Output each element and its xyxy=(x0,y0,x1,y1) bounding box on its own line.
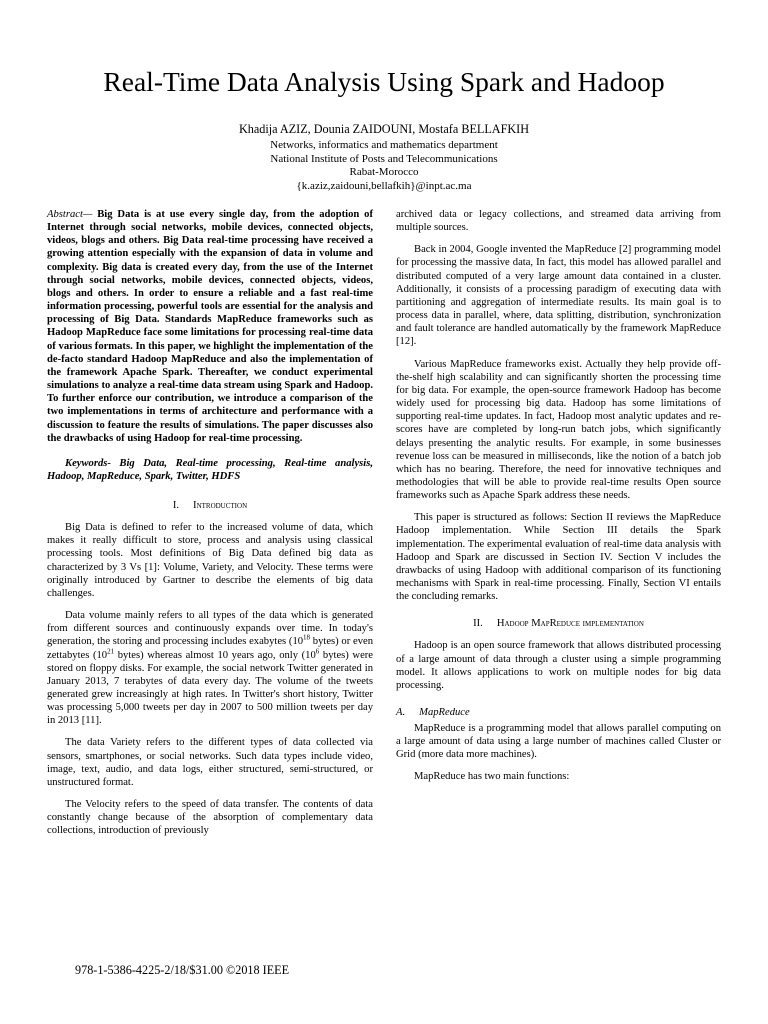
text-run: Data volume mainly refers to all types of the data which is generated from different sources and continuously expands over time. In today's generation, the storing and processing includes exabytes (10 xyxy=(47,610,373,648)
intro-paragraph-1: Big Data is defined to refer to the increased volume of data, which makes it really difficult to store, process and analysis using classical processing tools. Most definitions of Big Data defined big data as characterized by 3 Vs [1]: Volume, Variety, and Velocity. These terms were originally introduced by Gartner to describe the elements of big data challenges. xyxy=(47,522,373,599)
mapreduce-paragraph-1: MapReduce is a programming model that allows parallel computing on a large amount of data using a large number of machines called Cluster or Grid (more data more machines). xyxy=(396,723,721,761)
subsection-heading-mapreduce xyxy=(396,706,721,719)
intro-paragraph-6: Various MapReduce frameworks exist. Actually they help provide off-the-shelf high scalability and can significantly shorten the processing time for big data. For example, the open-source framework Hadoop has become widely used for processing big data. Hadoop has some limitations of supporting real-time updates. In fact, Hadoop most analytic updates and re-scores have are completed by long-run batch jobs, which significantly delays presenting the analytic results. For example, in some businesses revenue loss can be measured in milliseconds, like the notion of a batch job which has no bearing. Therefore, the need for innovative techniques and methodologies that will be able to provide real-time results Open source frameworks such as Apache Spark address these needs. xyxy=(396,358,721,502)
subsection-title: MapReduce xyxy=(419,707,470,718)
affiliation-emails: {k.aziz,zaidouni,bellafkih}@inpt.ac.ma xyxy=(296,179,472,192)
affiliation-block xyxy=(0,139,768,193)
abstract-lead: Abstract— xyxy=(47,209,93,220)
text-run: bytes) or even zettabytes (10 xyxy=(47,636,373,661)
text-run: bytes) whereas almost 10 years ago, only (10 xyxy=(114,649,316,661)
section-number: I. xyxy=(172,500,180,512)
intro-paragraph-4: The Velocity refers to the speed of data transfer. The contents of data constantly change because of the absorption of complementary data collections, introduction of previously xyxy=(47,799,373,837)
intro-paragraph-4-continued: archived data or legacy collections, and streamed data arriving from multiple sources. xyxy=(396,209,721,234)
section-heading-hadoop xyxy=(396,617,721,630)
intro-paragraph-7: This paper is structured as follows: Section II reviews the MapReduce Hadoop implementation. While Section III details the Spark implementation. The experimental evaluation of real-time data analysis with Hadoop and Spark are discussed in Section IV. Section V includes the drawbacks of using Hadoop with additional comparison of its functioning mechanisms with Spark in real-time processing. Finally, Section VI entails the concluding remarks. xyxy=(396,512,721,603)
section-heading-introduction xyxy=(47,499,373,512)
mapreduce-paragraph-2: MapReduce has two main functions: xyxy=(414,771,570,783)
affiliation-location: Rabat-Morocco xyxy=(349,166,419,178)
affiliation-department: Networks, informatics and mathematics department xyxy=(270,139,498,151)
copyright-footer: 978-1-5386-4225-2/18/$31.00 ©2018 IEEE xyxy=(75,963,290,977)
superscript: 21 xyxy=(107,647,115,655)
section-number: II. xyxy=(473,618,483,630)
abstract-text: Big Data is at use every single day, from the adoption of Internet through social networks, mobile devices, connected objects, videos, blogs and others. Big Data real-time processing have received a growing attention especially with the expansion of data in volume and complexity. Big data is created every day, from the use of the Internet through social networks, mobile devices, connected objects, videos, blogs and others. In order to ensure a reliable and a fast real-time information processing, powerful tools are essential for the analysis and processing of Big Data. Standards MapReduce frameworks such as Hadoop MapReduce face some limitations for processing real-time data of various formats. In this paper, we highlight the implementation of the de-facto standard Hadoop MapReduce and also the implementation of the framework Apache Spark. Thereafter, we conduct experimental simulations to analyze a real-time data stream using Spark and Hadoop. To further enforce our contribution, we introduce a comparison of the two implementations in terms of architecture and performance with a discussion to feature the results of simulations. The paper discusses also the drawbacks of using Hadoop for real-time processing. xyxy=(47,209,373,444)
text-run: bytes) were stored on floppy disks. For example, the social network Twitter generated in January 2013, 7 terabytes of data every day. The volume of the tweets generated grew increasingly at high rates. In Twitter's short history, Twitter was processing 5,000 tweets per day in 2007 to 500 million tweets per day in 2013 [11]. xyxy=(47,649,373,727)
section-title: Introduction xyxy=(193,500,248,512)
section-title: Hadoop MapReduce implementation xyxy=(496,618,644,630)
left-column xyxy=(47,208,373,847)
right-column xyxy=(396,208,721,793)
intro-paragraph-3: The data Variety refers to the different types of data collected via sensors, smartphones, or social networks. Such data types include video, image, text, audio, and data logs, either structured, semi-structured, or unstructured format. xyxy=(47,737,373,788)
paper-title: Real-Time Data Analysis Using Spark and Hadoop xyxy=(103,66,665,97)
abstract xyxy=(47,208,373,445)
hadoop-paragraph-1: Hadoop is an open source framework that allows distributed processing of a large amount of data through a cluster using a simple programming model. It allows applications to work on multiple nodes for big data processing. xyxy=(396,640,721,691)
superscript: 18 xyxy=(303,633,311,642)
intro-paragraph-2 xyxy=(47,609,373,727)
intro-paragraph-5: Back in 2004, Google invented the MapReduce [2] programming model for processing the massive data, In fact, this model has allowed parallel and distributed computed of a very large amount data contained in a cluster. Additionally, it consists of a processing paradigm of executing data with partitioning and aggregation of intermediate results. Its main goal is to process data in parallel, where, data splitting, distribution, synchronization and fault tolerance are handled automatically by the framework MapReduce [12]. xyxy=(396,244,721,348)
keywords: Keywords- Big Data, Real-time processing, Real-time analysis, Hadoop, MapReduce, Spark, Twitter, HDFS xyxy=(47,457,373,482)
subsection-number: A. xyxy=(396,707,406,718)
author-list: Khadija AZIZ, Dounia ZAIDOUNI, Mostafa BELLAFKIH xyxy=(238,122,530,136)
affiliation-institute: National Institute of Posts and Telecommunications xyxy=(270,152,498,165)
superscript: 6 xyxy=(315,647,320,655)
